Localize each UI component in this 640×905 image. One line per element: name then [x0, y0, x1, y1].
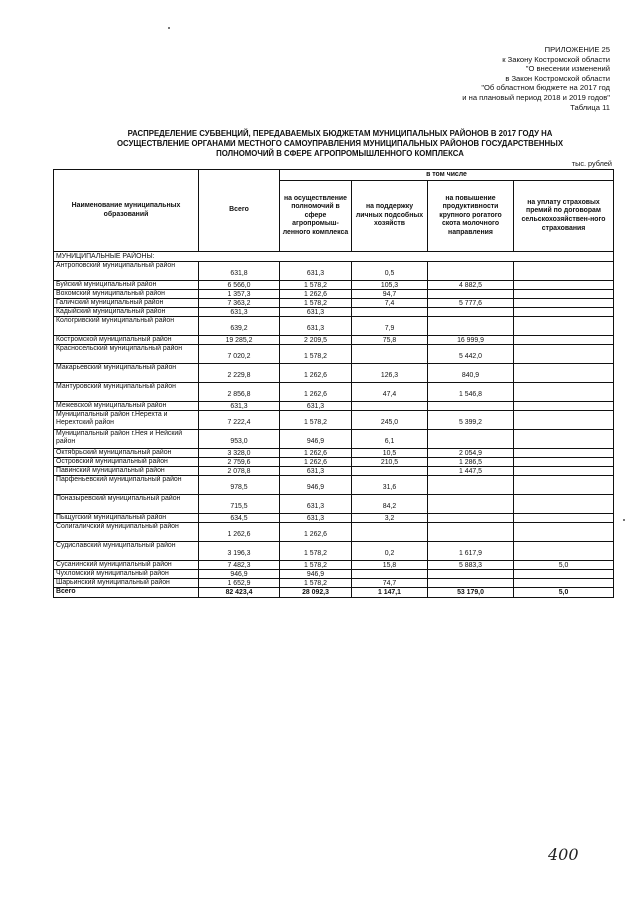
total-value: 7 363,2	[199, 299, 280, 308]
agro-powers-value: 631,3	[280, 467, 352, 476]
household-support-value: 15,8	[352, 561, 428, 570]
table-row	[54, 542, 614, 561]
agro-powers-value: 1 262,6	[280, 449, 352, 458]
district-name: Судиславский муниципальный район	[54, 542, 199, 561]
household-support-value: 75,8	[352, 336, 428, 345]
total-value: 1 357,3	[199, 290, 280, 299]
total-value: 19 285,2	[199, 336, 280, 345]
district-name: Антроповский муниципальный район	[54, 262, 199, 281]
household-support-value: 84,2	[352, 495, 428, 514]
household-support-value	[352, 345, 428, 364]
agro-powers-value: 1 262,6	[280, 364, 352, 383]
insurance-premiums-value	[514, 458, 614, 467]
insurance-premiums-total: 5,0	[514, 588, 614, 598]
total-value: 978,5	[199, 476, 280, 495]
table-row	[54, 570, 614, 579]
total-value: 2 229,8	[199, 364, 280, 383]
header-agro-powers: на осуществление полномочий в сфере агропромыш-ленного комплекса	[280, 181, 352, 252]
title-line: РАСПРЕДЕЛЕНИЕ СУБВЕНЦИЙ, ПЕРЕДАВАЕМЫХ БЮДЖЕТАМ МУНИЦИПАЛЬНЫХ РАЙОНОВ В 2017 ГОДУ НА	[127, 129, 553, 138]
total-value: 6 566,0	[199, 281, 280, 290]
district-name: Поназыревский муниципальный район	[54, 495, 199, 514]
insurance-premiums-value	[514, 317, 614, 336]
cattle-productivity-value	[428, 402, 514, 411]
document-title	[60, 129, 620, 159]
cattle-productivity-value: 1 546,8	[428, 383, 514, 402]
table-row	[54, 383, 614, 402]
subsidy-table	[53, 169, 614, 598]
household-support-value: 31,6	[352, 476, 428, 495]
total-value: 2 856,8	[199, 383, 280, 402]
district-name: Вохомский муниципальный район	[54, 290, 199, 299]
district-name: Кологривский муниципальный район	[54, 317, 199, 336]
table-row	[54, 290, 614, 299]
insurance-premiums-value	[514, 523, 614, 542]
household-support-value: 74,7	[352, 579, 428, 588]
cattle-productivity-value: 5 442,0	[428, 345, 514, 364]
cattle-productivity-value	[428, 262, 514, 281]
table-row	[54, 402, 614, 411]
total-value: 7 020,2	[199, 345, 280, 364]
cattle-productivity-value: 5 883,3	[428, 561, 514, 570]
household-support-value: 7,4	[352, 299, 428, 308]
cattle-productivity-value	[428, 430, 514, 449]
household-support-value: 10,5	[352, 449, 428, 458]
district-name: Мантуровский муниципальный район	[54, 383, 199, 402]
household-support-value: 3,2	[352, 514, 428, 523]
total-value: 7 222,4	[199, 411, 280, 430]
table-row	[54, 579, 614, 588]
cattle-productivity-value	[428, 476, 514, 495]
table-row	[54, 317, 614, 336]
table-row	[54, 299, 614, 308]
agro-powers-value: 946,9	[280, 476, 352, 495]
table-row	[54, 449, 614, 458]
district-name: Октябрьский муниципальный район	[54, 449, 199, 458]
household-support-value: 0,2	[352, 542, 428, 561]
total-value: 1 262,6	[199, 523, 280, 542]
total-value: 639,2	[199, 317, 280, 336]
insurance-premiums-value	[514, 570, 614, 579]
household-support-value: 245,0	[352, 411, 428, 430]
agro-powers-value: 631,3	[280, 262, 352, 281]
total-value: 1 652,9	[199, 579, 280, 588]
insurance-premiums-value: 5,0	[514, 561, 614, 570]
title-line: ПОЛНОМОЧИЙ В СФЕРЕ АГРОПРОМЫШЛЕННОГО КОМПЛЕКСА	[216, 149, 464, 158]
insurance-premiums-value	[514, 336, 614, 345]
household-support-value	[352, 308, 428, 317]
household-support-value: 0,5	[352, 262, 428, 281]
household-support-value	[352, 570, 428, 579]
cattle-productivity-value	[428, 570, 514, 579]
insurance-premiums-value	[514, 345, 614, 364]
insurance-premiums-value	[514, 299, 614, 308]
scan-speck	[623, 519, 625, 521]
household-support-value	[352, 402, 428, 411]
table-row	[54, 561, 614, 570]
household-support-value: 210,5	[352, 458, 428, 467]
household-support-value: 126,3	[352, 364, 428, 383]
district-name: Красносельский муниципальный район	[54, 345, 199, 364]
total-label: Всего	[54, 588, 199, 598]
district-name: Пыщугский муниципальный район	[54, 514, 199, 523]
insurance-premiums-value	[514, 542, 614, 561]
total-value: 634,5	[199, 514, 280, 523]
total-value: 2 078,8	[199, 467, 280, 476]
table-row	[54, 514, 614, 523]
title-line: ОСУЩЕСТВЛЕНИЕ ОРГАНАМИ МЕСТНОГО САМОУПРАВЛЕНИЯ МУНИЦИПАЛЬНЫХ РАЙОНОВ ГОСУДАРСТВЕННЫХ	[116, 139, 564, 148]
units-label: тыс. рублей	[571, 159, 612, 168]
insurance-premiums-value	[514, 411, 614, 430]
district-name: Павинский муниципальный район	[54, 467, 199, 476]
agro-powers-value: 1 578,2	[280, 411, 352, 430]
header-including: в том числе	[280, 170, 614, 181]
cattle-productivity-value	[428, 317, 514, 336]
agro-powers-value: 1 578,2	[280, 542, 352, 561]
cattle-productivity-value: 2 054,9	[428, 449, 514, 458]
cattle-productivity-value: 16 999,9	[428, 336, 514, 345]
agro-powers-value: 631,3	[280, 317, 352, 336]
district-name: Муниципальный район г.Нея и Нейский район	[54, 430, 199, 449]
section-row	[54, 252, 614, 262]
total-value: 631,8	[199, 262, 280, 281]
total-value: 2 759,6	[199, 458, 280, 467]
appendix-line: к Закону Костромской области	[502, 54, 610, 64]
household-support-total: 1 147,1	[352, 588, 428, 598]
total-value: 3 328,0	[199, 449, 280, 458]
appendix-line: в Закон Костромской области	[505, 73, 610, 83]
insurance-premiums-value	[514, 308, 614, 317]
insurance-premiums-value	[514, 262, 614, 281]
household-support-value: 94,7	[352, 290, 428, 299]
district-name: Солигаличский муниципальный район	[54, 523, 199, 542]
table-row	[54, 308, 614, 317]
district-name: Костромской муниципальный район	[54, 336, 199, 345]
agro-powers-value: 631,3	[280, 495, 352, 514]
insurance-premiums-value	[514, 383, 614, 402]
cattle-productivity-value: 1 286,5	[428, 458, 514, 467]
cattle-productivity-value	[428, 514, 514, 523]
agro-powers-value: 946,9	[280, 430, 352, 449]
total-value: 7 482,3	[199, 561, 280, 570]
table-row	[54, 411, 614, 430]
cattle-productivity-value: 1 447,5	[428, 467, 514, 476]
table-row	[54, 458, 614, 467]
agro-powers-value: 1 262,6	[280, 383, 352, 402]
agro-powers-value: 1 578,2	[280, 579, 352, 588]
table-row	[54, 430, 614, 449]
district-name: Буйский муниципальный район	[54, 281, 199, 290]
agro-powers-value: 631,3	[280, 402, 352, 411]
cattle-productivity-value	[428, 523, 514, 542]
district-name: Муниципальный район г.Нерехта и Нерехтский район	[54, 411, 199, 430]
agro-powers-value: 1 578,2	[280, 299, 352, 308]
insurance-premiums-value	[514, 495, 614, 514]
agro-powers-value: 1 262,6	[280, 523, 352, 542]
insurance-premiums-value	[514, 364, 614, 383]
page-number: 400	[548, 845, 579, 864]
scan-speck	[168, 27, 170, 29]
agro-powers-value: 1 262,6	[280, 458, 352, 467]
header-household-support: на поддержку личных подсобных хозяйств	[352, 181, 428, 252]
insurance-premiums-value	[514, 467, 614, 476]
district-name: Макарьевский муниципальный район	[54, 364, 199, 383]
total-value: 631,3	[199, 402, 280, 411]
insurance-premiums-value	[514, 579, 614, 588]
section-label: МУНИЦИПАЛЬНЫЕ РАЙОНЫ:	[54, 252, 614, 262]
grand-total-value: 82 423,4	[199, 588, 280, 598]
household-support-value: 6,1	[352, 430, 428, 449]
cattle-productivity-value: 5 777,6	[428, 299, 514, 308]
agro-powers-value: 1 578,2	[280, 345, 352, 364]
insurance-premiums-value	[514, 514, 614, 523]
table-row	[54, 345, 614, 364]
agro-powers-value: 631,3	[280, 514, 352, 523]
district-name: Сусанинский муниципальный район	[54, 561, 199, 570]
household-support-value	[352, 523, 428, 542]
total-value: 953,0	[199, 430, 280, 449]
cattle-productivity-value	[428, 290, 514, 299]
cattle-productivity-value: 5 399,2	[428, 411, 514, 430]
appendix-line: "О внесении изменений	[525, 64, 610, 74]
total-value: 715,5	[199, 495, 280, 514]
district-name: Шарьинский муниципальный район	[54, 579, 199, 588]
table-row	[54, 495, 614, 514]
appendix-line: ПРИЛОЖЕНИЕ 25	[544, 45, 610, 54]
total-row	[54, 588, 614, 598]
header-name: Наименование муниципальных образований	[54, 170, 199, 252]
cattle-productivity-total: 53 179,0	[428, 588, 514, 598]
appendix-header	[350, 45, 610, 112]
insurance-premiums-value	[514, 290, 614, 299]
agro-powers-value: 631,3	[280, 308, 352, 317]
insurance-premiums-value	[514, 449, 614, 458]
table-row	[54, 476, 614, 495]
household-support-value	[352, 467, 428, 476]
household-support-value: 7,9	[352, 317, 428, 336]
district-name: Чухломский муниципальный район	[54, 570, 199, 579]
agro-powers-value: 1 262,6	[280, 290, 352, 299]
table-row	[54, 364, 614, 383]
district-name: Межевской муниципальный район	[54, 402, 199, 411]
cattle-productivity-value: 840,9	[428, 364, 514, 383]
table-row	[54, 262, 614, 281]
appendix-line: и на плановый период 2018 и 2019 годов"	[462, 92, 610, 102]
total-value: 3 196,3	[199, 542, 280, 561]
table-row	[54, 467, 614, 476]
household-support-value: 105,3	[352, 281, 428, 290]
insurance-premiums-value	[514, 476, 614, 495]
cattle-productivity-value	[428, 495, 514, 514]
appendix-line: Таблица 11	[570, 102, 610, 112]
table-row	[54, 281, 614, 290]
insurance-premiums-value	[514, 281, 614, 290]
district-name: Кадыйский муниципальный район	[54, 308, 199, 317]
total-value: 631,3	[199, 308, 280, 317]
district-name: Островский муниципальный район	[54, 458, 199, 467]
agro-powers-total: 28 092,3	[280, 588, 352, 598]
cattle-productivity-value	[428, 308, 514, 317]
household-support-value: 47,4	[352, 383, 428, 402]
header-total: Всего	[199, 170, 280, 252]
agro-powers-value: 1 578,2	[280, 281, 352, 290]
cattle-productivity-value: 1 617,9	[428, 542, 514, 561]
table-row	[54, 336, 614, 345]
header-insurance-premiums: на уплату страховых премий по договорам сельскохозяйствен-ного страхования	[514, 181, 614, 252]
insurance-premiums-value	[514, 430, 614, 449]
insurance-premiums-value	[514, 402, 614, 411]
cattle-productivity-value	[428, 579, 514, 588]
agro-powers-value: 2 209,5	[280, 336, 352, 345]
cattle-productivity-value: 4 882,5	[428, 281, 514, 290]
header-cattle-productivity: на повышение продуктивности крупного рогатого скота молочного направления	[428, 181, 514, 252]
district-name: Парфеньевский муниципальный район	[54, 476, 199, 495]
table-row	[54, 523, 614, 542]
appendix-line: "Об областном бюджете на 2017 год	[481, 83, 610, 93]
agro-powers-value: 1 578,2	[280, 561, 352, 570]
agro-powers-value: 946,9	[280, 570, 352, 579]
total-value: 946,9	[199, 570, 280, 579]
district-name: Галичский муниципальный район	[54, 299, 199, 308]
